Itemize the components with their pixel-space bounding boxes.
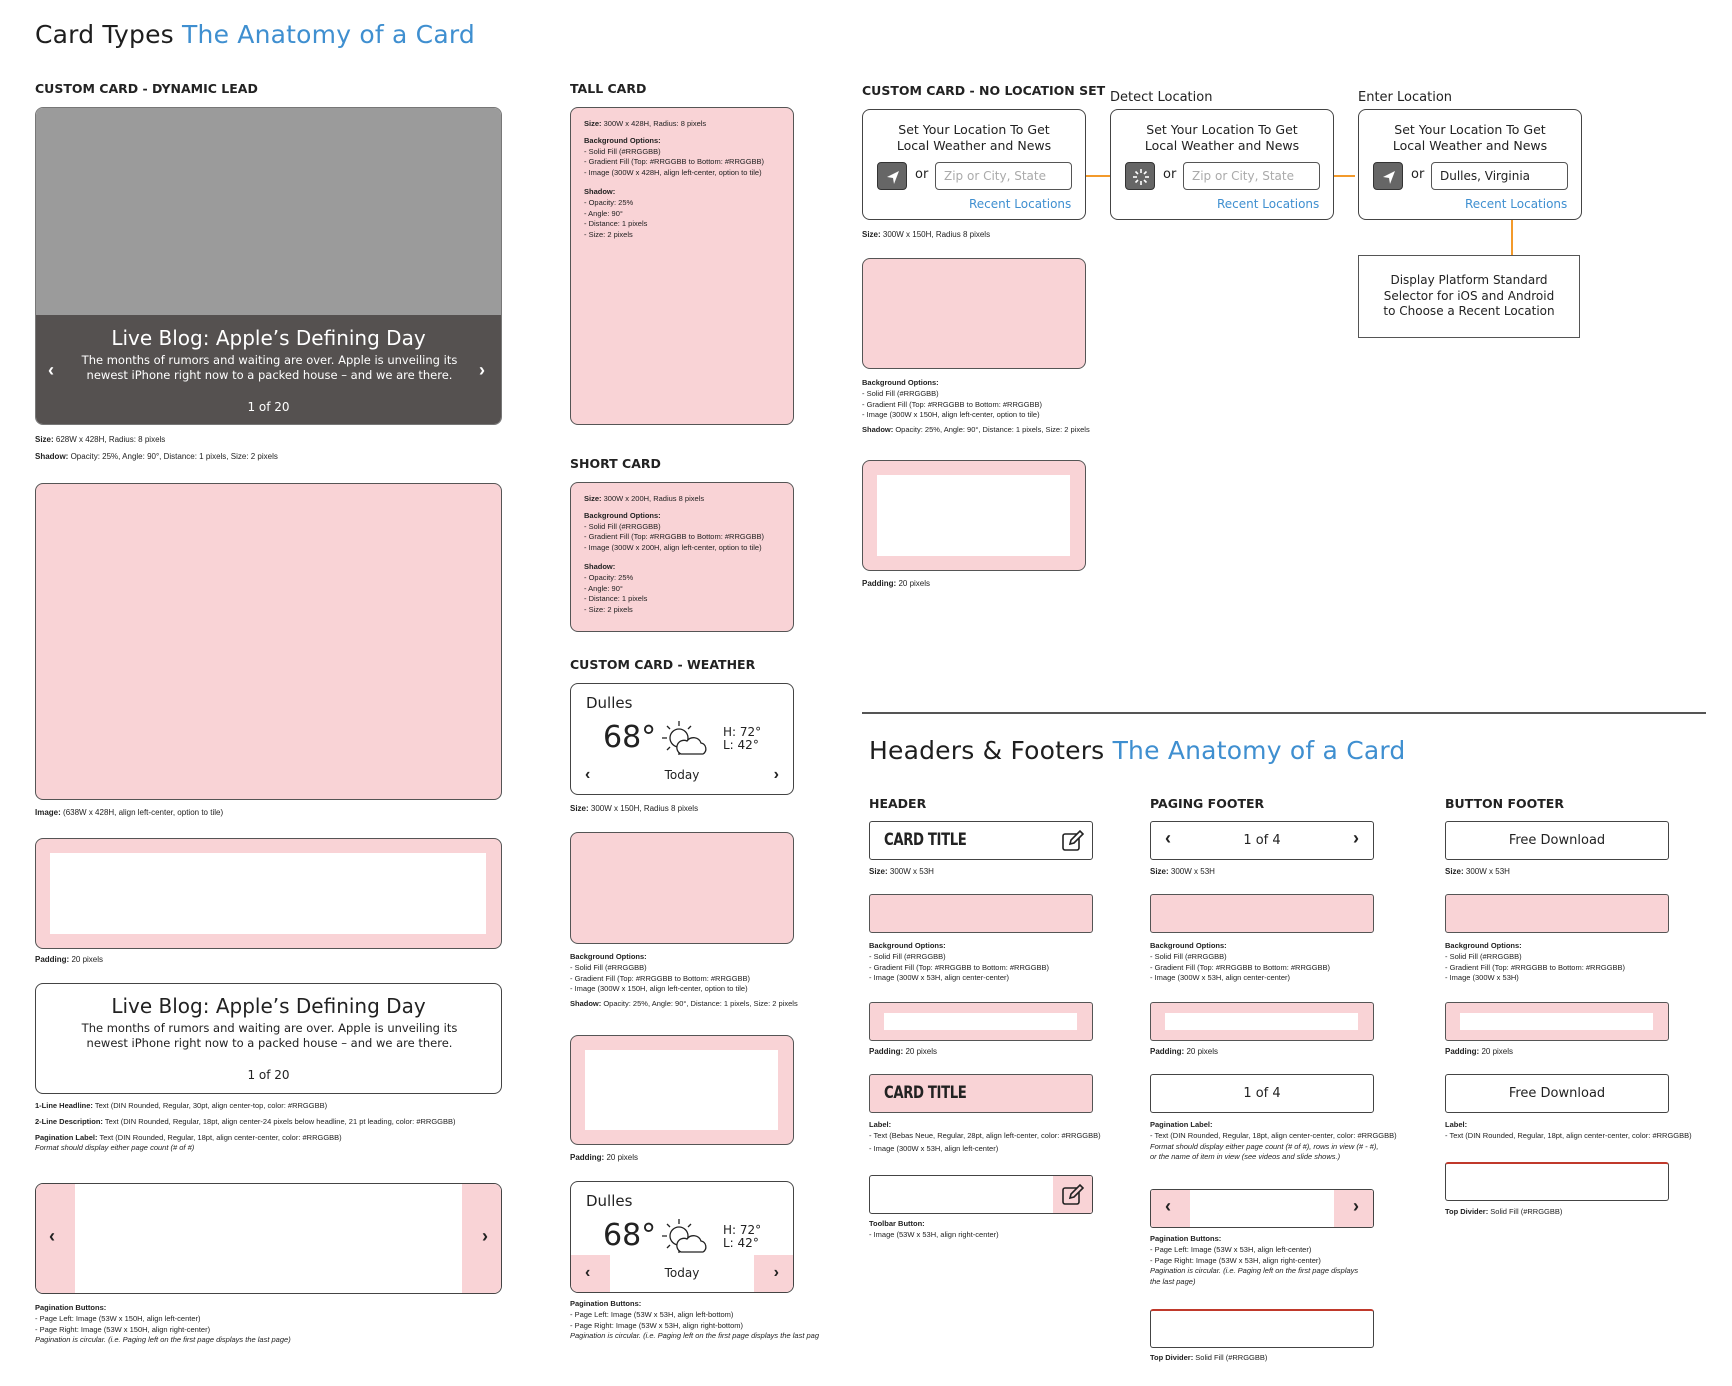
recent-locations-link[interactable]: Recent Locations	[1465, 197, 1568, 211]
header-label-notes: Label: - Text (Bebas Neue, Regular, 28pt, align left-center, color: #RRGGBB) - Image (300W x 53H, align left-center)	[869, 1120, 1101, 1153]
dynamic-lead-card[interactable]	[35, 107, 502, 425]
partly-cloudy-icon	[659, 1214, 711, 1265]
paging-padding-box	[1150, 1002, 1374, 1041]
tall-card-notes: Size: 300W x 428H, Radius: 8 pixels Background Options: - Solid Fill (#RRGGBB) - Gradient Fill (Top: #RRGGBB to Bottom: #RRGGBB) - Image (300W x 428H, align left-center, option to tile) Shadow: - Opacity: 25% - Angle: 90° - Distance: 1 pixels - Size: 2 pixels	[584, 119, 765, 240]
padding-inner	[1165, 1013, 1358, 1030]
button-footer-label-sample[interactable]	[1445, 1074, 1669, 1113]
weather-temp: 68°	[603, 1218, 657, 1253]
weather-section-title: CUSTOM CARD - WEATHER	[570, 657, 756, 672]
locate-button[interactable]	[877, 162, 907, 190]
location-section-title: CUSTOM CARD - NO LOCATION SET	[862, 83, 1106, 98]
recent-locations-link[interactable]: Recent Locations	[1217, 197, 1320, 211]
lead-size-caption: Size: 628W x 428H, Radius: 8 pixels	[35, 435, 166, 444]
paging-divider-sample	[1150, 1309, 1374, 1348]
spinner-icon	[1126, 163, 1156, 191]
chevron-left-icon[interactable]: ‹	[585, 1264, 591, 1281]
button-footer-bg-box	[1445, 894, 1669, 933]
location-padding-caption: Padding: 20 pixels	[862, 579, 931, 588]
chevron-right-icon[interactable]: ›	[482, 1226, 488, 1246]
chevron-right-icon[interactable]: ›	[479, 360, 485, 380]
recent-locations-link[interactable]: Recent Locations	[969, 197, 1072, 211]
card-title: CARD TITLE	[884, 830, 967, 850]
header-section-title: HEADER	[869, 796, 927, 811]
chevron-left-icon[interactable]: ‹	[1165, 1196, 1171, 1216]
or-label: or	[1163, 167, 1177, 182]
card-title: CARD TITLE	[884, 1083, 967, 1103]
weather-bg-box	[570, 832, 794, 944]
page-title-accent: The Anatomy of a Card	[182, 20, 475, 49]
enter-location-label: Enter Location	[1358, 90, 1453, 105]
paging-size-caption: Size: 300W x 53H	[1150, 867, 1215, 876]
lead-text-page: 1 of 20	[247, 1068, 290, 1082]
location-arrow-icon	[1374, 163, 1404, 191]
lead-shadow-caption: Shadow: Opacity: 25%, Angle: 90°, Distance: 1 pixels, Size: 2 pixels	[35, 452, 278, 461]
chevron-right-icon[interactable]: ›	[773, 766, 779, 783]
location-bg-box	[862, 258, 1086, 369]
button-footer-label-notes: Label: - Text (DIN Rounded, Regular, 18pt, align center-center, color: #RRGGBB)	[1445, 1120, 1692, 1140]
tall-card-section-title: TALL CARD	[570, 81, 647, 96]
lead-padding-caption: Padding: 20 pixels	[35, 955, 104, 964]
location-card-detecting	[1110, 109, 1334, 220]
header-bg-notes: Background Options: - Solid Fill (#RRGGBB) - Gradient Fill (Top: #RRGGBB to Bottom: #RRGGBB) - Image (300W x 53H, align center-center)	[869, 941, 1050, 983]
header-toolbar-sample	[869, 1175, 1093, 1214]
paging-label: 1 of 4	[1243, 833, 1281, 848]
page-title	[35, 20, 475, 49]
paging-buttons-sample	[1150, 1189, 1374, 1228]
short-card	[570, 482, 794, 632]
weather-pagination-card	[570, 1181, 794, 1293]
lead-description: The months of rumors and waiting are over. Apple is unveiling its newest iPhone right now to a packed house – and we are there.	[81, 353, 458, 382]
chevron-left-icon[interactable]: ‹	[1165, 828, 1171, 848]
weather-temp: 68°	[603, 720, 657, 755]
paging-label-notes: Pagination Label: - Text (DIN Rounded, Regular, 18pt, align center-center, color: #RRGGBB) Format should display either page count (# of #), rows in view (# - #), or the name of item in view (see videos and slide shows.)	[1150, 1120, 1397, 1162]
lead-padding-box	[35, 838, 502, 949]
paging-bg-notes: Background Options: - Solid Fill (#RRGGBB) - Gradient Fill (Top: #RRGGBB to Bottom: #RRGGBB) - Image (300W x 53H, align center-center)	[1150, 941, 1331, 983]
lead-text-notes: 1-Line Headline: Text (DIN Rounded, Regular, 30pt, align center-top, color: #RRGGBB) 2-Line Description: Text (DIN Rounded, Regular, 18pt, align center-24 pixels below headline, 21 pt leading, color: #RRGGBB) Pagination Label: Text (DIN Rounded, Regular, 18pt, align center-center, color: #RRGGBB) Format should display either page count (# of #)	[35, 1101, 456, 1153]
weather-size-caption: Size: 300W x 150H, Radius 8 pixels	[570, 804, 699, 813]
lead-image-caption: Image: (638W x 428H, align left-center, option to tile)	[35, 808, 224, 817]
padding-inner	[585, 1050, 778, 1130]
paging-label-sample	[1150, 1074, 1374, 1113]
button-footer-divider-sample	[1445, 1162, 1669, 1201]
location-padding-box	[862, 460, 1086, 571]
lead-image	[36, 108, 501, 315]
padding-inner	[50, 853, 486, 934]
padding-inner	[1460, 1013, 1653, 1030]
header-bg-box	[869, 894, 1093, 933]
paging-sample	[1150, 821, 1374, 860]
button-footer-padding-caption: Padding: 20 pixels	[1445, 1047, 1514, 1056]
location-bg-notes: Background Options: - Solid Fill (#RRGGBB) - Gradient Fill (Top: #RRGGBB to Bottom: #RRGGBB) - Image (300W x 150H, align left-center, option to tile) Shadow: Opacity: 25%, Angle: 90°, Distance: 1 pixels, Size: 2 pixels	[862, 378, 1090, 435]
weather-day: Today	[664, 1266, 700, 1280]
lead-text-headline: Live Blog: Apple’s Defining Day	[111, 994, 426, 1018]
button-footer-padding-box	[1445, 1002, 1669, 1041]
weather-high-low: H: 72° L: 42°	[723, 1223, 762, 1250]
weather-city: Dulles	[586, 694, 633, 712]
header-padding-caption: Padding: 20 pixels	[869, 1047, 938, 1056]
locate-button[interactable]	[1373, 162, 1403, 190]
or-label: or	[1411, 167, 1425, 182]
weather-bg-notes: Background Options: - Solid Fill (#RRGGBB) - Gradient Fill (Top: #RRGGBB to Bottom: #RRGGBB) - Image (300W x 150H, align left-center, option to tile) Shadow: Opacity: 25%, Angle: 90°, Distance: 1 pixels, Size: 2 pixels	[570, 952, 798, 1009]
dynamic-lead-section-title: CUSTOM CARD - DYNAMIC LEAD	[35, 81, 258, 96]
chevron-left-icon[interactable]: ‹	[49, 1226, 55, 1246]
weather-padding-caption: Padding: 20 pixels	[570, 1153, 639, 1162]
weather-high-low: H: 72° L: 42°	[723, 725, 762, 752]
paging-divider-caption: Top Divider: Solid Fill (#RRGGBB)	[1150, 1353, 1268, 1362]
chevron-right-icon[interactable]: ›	[1353, 828, 1359, 848]
paging-section-title: PAGING FOOTER	[1150, 796, 1265, 811]
lead-pagination-card	[35, 1183, 502, 1294]
lead-headline: Live Blog: Apple’s Defining Day	[111, 326, 426, 350]
recent-selector-note	[1358, 255, 1580, 338]
padding-inner	[877, 475, 1070, 556]
button-footer-section-title: BUTTON FOOTER	[1445, 796, 1564, 811]
weather-padding-box	[570, 1035, 794, 1145]
paging-label: 1 of 4	[1243, 1086, 1281, 1101]
location-prompt: Set Your Location To Get Local Weather and News	[1392, 122, 1548, 153]
lead-text-card	[35, 983, 502, 1094]
lead-page-label: 1 of 20	[247, 400, 290, 414]
chevron-right-icon[interactable]: ›	[773, 1264, 779, 1281]
edit-icon[interactable]	[1060, 829, 1084, 858]
padding-inner	[884, 1013, 1077, 1030]
page-left-button[interactable]	[36, 1184, 75, 1293]
weather-pagination-notes: Pagination Buttons: - Page Left: Image (53W x 53H, align left-bottom) - Page Right: Image (53W x 53H, align right-bottom) Pagination is circular. (i.e. Paging left on the first page displays the last pag	[570, 1299, 820, 1341]
weather-card	[570, 683, 794, 795]
paging-buttons-notes: Pagination Buttons: - Page Left: Image (53W x 53H, align left-center) - Page Right: Image (53W x 53H, align right-center) Pagination is circular. (i.e. Paging left on the first page displays the last page)	[1150, 1234, 1359, 1287]
location-arrow-icon	[878, 163, 908, 191]
location-input[interactable]: Zip or City, State	[935, 162, 1072, 190]
lead-text-description: The months of rumors and waiting are over. Apple is unveiling its newest iPhone right now to a packed house – and we are there.	[81, 1021, 458, 1050]
short-card-section-title: SHORT CARD	[570, 456, 661, 471]
button-footer-size-caption: Size: 300W x 53H	[1445, 867, 1510, 876]
header-label-box	[869, 1074, 1093, 1113]
chevron-left-icon[interactable]: ‹	[48, 360, 54, 380]
weather-day: Today	[664, 768, 700, 782]
location-size-caption: Size: 300W x 150H, Radius 8 pixels	[862, 230, 991, 239]
page-title-main: Card Types	[35, 20, 174, 49]
chevron-left-icon[interactable]: ‹	[585, 766, 591, 783]
headers-footers-title: Headers & Footers The Anatomy of a Card	[869, 736, 1406, 765]
header-toolbar-notes: Toolbar Button: - Image (53W x 53H, align right-center)	[869, 1219, 999, 1239]
location-input[interactable]: Zip or City, State	[1183, 162, 1320, 190]
location-card-entered	[1358, 109, 1582, 220]
button-footer-bg-notes: Background Options: - Solid Fill (#RRGGBB) - Gradient Fill (Top: #RRGGBB to Bottom: #RRGGBB) - Image (300W x 53H)	[1445, 941, 1626, 983]
header-padding-box	[869, 1002, 1093, 1041]
lead-image-area	[35, 483, 502, 800]
location-prompt: Set Your Location To Get Local Weather and News	[896, 122, 1052, 153]
recent-selector-text: Display Platform Standard Selector for iOS and Android to Choose a Recent Location	[1383, 273, 1555, 318]
button-footer-sample[interactable]	[1445, 821, 1669, 860]
weather-city: Dulles	[586, 1192, 633, 1210]
free-download-button[interactable]: Free Download	[1508, 1086, 1606, 1101]
location-input[interactable]: Dulles, Virginia	[1431, 162, 1568, 190]
chevron-right-icon[interactable]: ›	[1353, 1196, 1359, 1216]
location-card-empty	[862, 109, 1086, 220]
paging-padding-caption: Padding: 20 pixels	[1150, 1047, 1219, 1056]
partly-cloudy-icon	[659, 716, 711, 767]
lead-pagination-notes: Pagination Buttons: - Page Left: Image (53W x 150H, align left-center) - Page Right: Image (53W x 150H, align right-center) Pagination is circular. (i.e. Paging left on the first page displays the last page)	[35, 1303, 291, 1345]
free-download-button[interactable]: Free Download	[1508, 833, 1606, 848]
short-card-notes: Size: 300W x 200H, Radius 8 pixels Background Options: - Solid Fill (#RRGGBB) - Gradient Fill (Top: #RRGGBB to Bottom: #RRGGBB) - Image (300W x 200H, align left-center, option to tile) Shadow: - Opacity: 25% - Angle: 90° - Distance: 1 pixels - Size: 2 pixels	[584, 494, 765, 615]
header-size-caption: Size: 300W x 53H	[869, 867, 934, 876]
edit-icon[interactable]	[1060, 1183, 1084, 1212]
locate-button[interactable]	[1125, 162, 1155, 190]
paging-bg-box	[1150, 894, 1374, 933]
section-divider	[862, 712, 1706, 714]
detect-location-label: Detect Location	[1110, 90, 1213, 105]
or-label: or	[915, 167, 929, 182]
header-sample	[869, 821, 1093, 860]
location-prompt: Set Your Location To Get Local Weather and News	[1144, 122, 1300, 153]
tall-card	[570, 107, 794, 425]
button-footer-divider-caption: Top Divider: Solid Fill (#RRGGBB)	[1445, 1207, 1563, 1216]
